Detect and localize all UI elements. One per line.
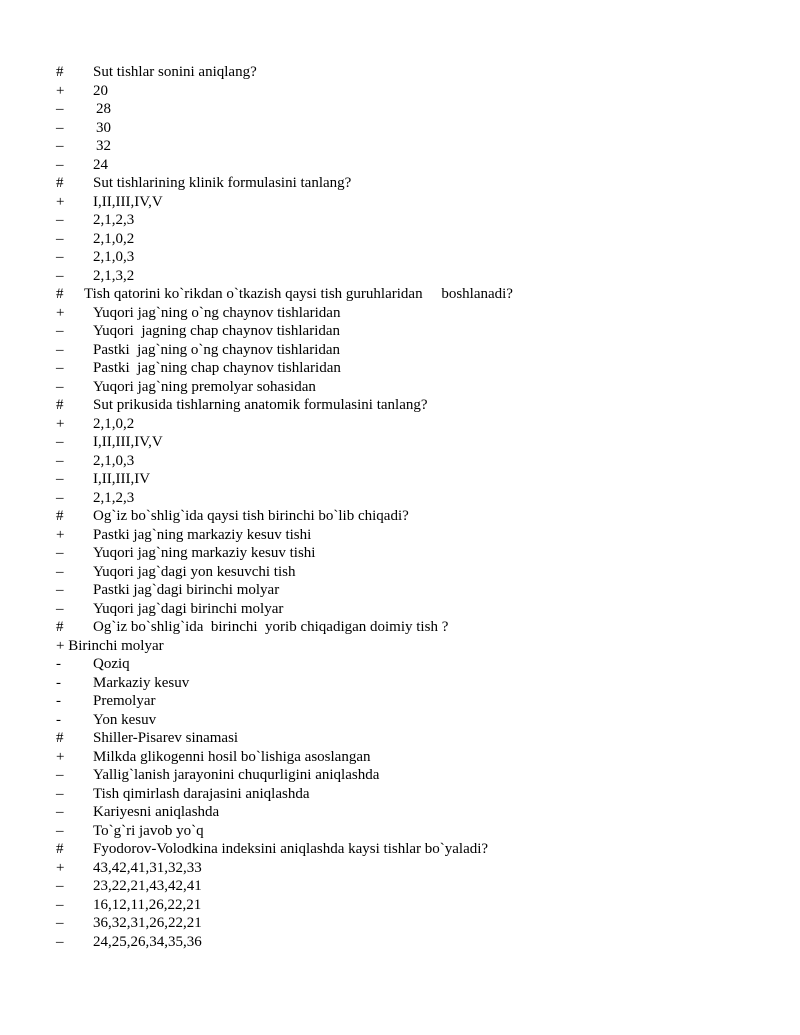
line-marker: – <box>56 434 64 450</box>
document-line <box>56 766 756 785</box>
document-line <box>56 193 756 212</box>
line-marker: – <box>56 452 64 469</box>
document-line <box>56 396 756 415</box>
line-marker: – <box>56 341 64 358</box>
line-marker: + <box>56 304 65 321</box>
line-text: Sut tishlar sonini aniqlang? <box>93 64 257 80</box>
document-line <box>56 692 756 711</box>
line-text: 32 <box>96 138 111 154</box>
line-text: I,II,III,IV,V <box>93 193 163 210</box>
question-list <box>56 63 756 951</box>
line-text: Pastki jag`ning chap chaynov tishlaridan <box>93 360 341 376</box>
line-text: 2,1,0,3 <box>93 452 135 469</box>
document-line <box>56 322 756 341</box>
line-marker: – <box>56 323 64 339</box>
line-marker: – <box>56 119 64 136</box>
line-text: 16,12,11,26,22,21 <box>93 896 202 913</box>
document-line <box>56 433 756 452</box>
line-marker: - <box>56 693 61 709</box>
line-text: Yuqori jagning chap chaynov tishlaridan <box>93 323 341 339</box>
line-marker: - <box>56 674 61 691</box>
line-marker: – <box>56 804 64 820</box>
line-marker: – <box>56 230 64 247</box>
line-text: Pastki jag`ning o`ng chaynov tishlaridan <box>93 341 341 358</box>
document-line <box>56 63 756 82</box>
line-text: Qoziq <box>93 656 130 672</box>
line-marker: - <box>56 711 61 728</box>
line-marker: – <box>56 878 64 894</box>
document-line <box>56 748 756 767</box>
document-line <box>56 248 756 267</box>
line-text: 2,1,0,2 <box>93 230 135 247</box>
line-text: Premolyar <box>93 693 156 709</box>
line-marker: – <box>56 896 64 913</box>
document-line <box>56 507 756 526</box>
line-marker: – <box>56 212 64 228</box>
line-marker: - <box>56 656 61 672</box>
line-text: Yuqori jag`dagi yon kesuvchi tish <box>93 563 296 580</box>
line-text: I,II,III,IV,V <box>93 434 163 450</box>
document-line <box>56 452 756 471</box>
document-line <box>56 470 756 489</box>
line-text: Yuqori jag`ning markaziy kesuv tishi <box>93 545 316 561</box>
line-marker: – <box>56 489 64 506</box>
line-marker: – <box>56 563 64 580</box>
document-line <box>56 415 756 434</box>
line-text: 2,1,0,3 <box>93 249 135 265</box>
line-text: Tish qatorini ko`rikdan o`tkazish qaysi tish guruhlaridan boshlanadi? <box>84 286 513 302</box>
line-text: Yallig`lanish jarayonini chuqurligini aniqlashda <box>93 767 380 783</box>
document-line <box>56 489 756 508</box>
line-text: 2,1,0,2 <box>93 415 135 432</box>
line-text: 20 <box>93 82 108 99</box>
line-text: Yuqori jag`ning premolyar sohasidan <box>93 378 316 395</box>
line-marker: – <box>56 933 64 950</box>
document-line <box>56 877 756 896</box>
line-marker: # <box>56 619 64 635</box>
line-marker: # <box>56 397 64 413</box>
line-text: 43,42,41,31,32,33 <box>93 859 202 876</box>
line-text: Milkda glikogenni hosil bo`lishiga asoslangan <box>93 748 371 765</box>
line-text: Yuqori jag`ning o`ng chaynov tishlaridan <box>93 304 341 321</box>
line-marker: – <box>56 915 64 931</box>
line-text: Yon kesuv <box>93 711 157 728</box>
document-line <box>56 711 756 730</box>
line-marker: – <box>56 101 64 117</box>
document-line <box>56 544 756 563</box>
document-line <box>56 211 756 230</box>
line-marker: # <box>56 175 64 191</box>
line-marker: + <box>56 193 65 210</box>
document-line <box>56 637 756 656</box>
line-text: Pastki jag`ning markaziy kesuv tishi <box>93 526 312 543</box>
line-text: Yuqori jag`dagi birinchi molyar <box>93 600 284 617</box>
line-marker: – <box>56 156 64 173</box>
document-line <box>56 230 756 249</box>
line-marker: – <box>56 360 64 376</box>
document-line <box>56 803 756 822</box>
document-line <box>56 174 756 193</box>
line-text: 2,1,2,3 <box>93 489 135 506</box>
line-marker: # <box>56 841 64 857</box>
document-line <box>56 600 756 619</box>
document-line <box>56 581 756 600</box>
document-line <box>56 267 756 286</box>
document-line <box>56 100 756 119</box>
document-line <box>56 840 756 859</box>
document-line <box>56 156 756 175</box>
line-text: 24 <box>93 156 108 173</box>
line-marker: + <box>56 859 65 876</box>
document-line <box>56 933 756 952</box>
line-text: Sut prikusida tishlarning anatomik formulasini tanlang? <box>93 397 428 413</box>
line-text: 30 <box>96 119 111 136</box>
line-text: To`g`ri javob yo`q <box>93 822 204 839</box>
document-line <box>56 674 756 693</box>
line-text: Markaziy kesuv <box>93 674 190 691</box>
document-line <box>56 896 756 915</box>
line-text: 36,32,31,26,22,21 <box>93 915 202 931</box>
document-line <box>56 655 756 674</box>
line-marker: – <box>56 138 64 154</box>
line-text: Og`iz bo`shlig`ida qaysi tish birinchi bo`lib chiqadi? <box>93 508 409 524</box>
line-text: 24,25,26,34,35,36 <box>93 933 202 950</box>
document-line <box>56 822 756 841</box>
document-line <box>56 119 756 138</box>
line-marker: – <box>56 600 64 617</box>
document-line <box>56 378 756 397</box>
line-marker: – <box>56 545 64 561</box>
line-text: Tish qimirlash darajasini aniqlashda <box>93 785 310 802</box>
line-text: I,II,III,IV <box>93 471 151 487</box>
line-text: Shiller-Pisarev sinamasi <box>93 730 239 746</box>
document-line <box>56 82 756 101</box>
line-text: + Birinchi molyar <box>56 637 164 654</box>
document-line <box>56 563 756 582</box>
line-marker: – <box>56 822 64 839</box>
document-line <box>56 785 756 804</box>
line-marker: # <box>56 286 64 302</box>
line-text: 2,1,3,2 <box>93 267 135 284</box>
line-text: 2,1,2,3 <box>93 212 135 228</box>
document-line <box>56 304 756 323</box>
line-marker: – <box>56 249 64 265</box>
line-text: Pastki jag`dagi birinchi molyar <box>93 582 280 598</box>
document-line <box>56 359 756 378</box>
line-marker: – <box>56 267 64 284</box>
line-text: Fyodorov-Volodkina indeksini aniqlashda kaysi tishlar bo`yaladi? <box>93 841 489 857</box>
document-line <box>56 285 756 304</box>
line-marker: – <box>56 767 64 783</box>
line-marker: + <box>56 415 65 432</box>
line-marker: # <box>56 64 64 80</box>
line-marker: # <box>56 730 64 746</box>
line-marker: – <box>56 785 64 802</box>
line-marker: + <box>56 748 65 765</box>
document-line <box>56 618 756 637</box>
line-marker: – <box>56 471 64 487</box>
line-text: 28 <box>96 101 111 117</box>
document-line <box>56 137 756 156</box>
line-marker: + <box>56 82 65 99</box>
line-marker: + <box>56 526 65 543</box>
document-line <box>56 526 756 545</box>
line-text: Og`iz bo`shlig`ida birinchi yorib chiqadigan doimiy tish ? <box>93 619 449 635</box>
document-line <box>56 859 756 878</box>
document-line <box>56 341 756 360</box>
document-line <box>56 729 756 748</box>
document-line <box>56 914 756 933</box>
line-text: Kariyesni aniqlashda <box>93 804 220 820</box>
line-marker: – <box>56 582 64 598</box>
line-marker: # <box>56 508 64 524</box>
line-text: 23,22,21,43,42,41 <box>93 878 202 894</box>
line-text: Sut tishlarining klinik formulasini tanlang? <box>93 175 352 191</box>
line-marker: – <box>56 378 64 395</box>
